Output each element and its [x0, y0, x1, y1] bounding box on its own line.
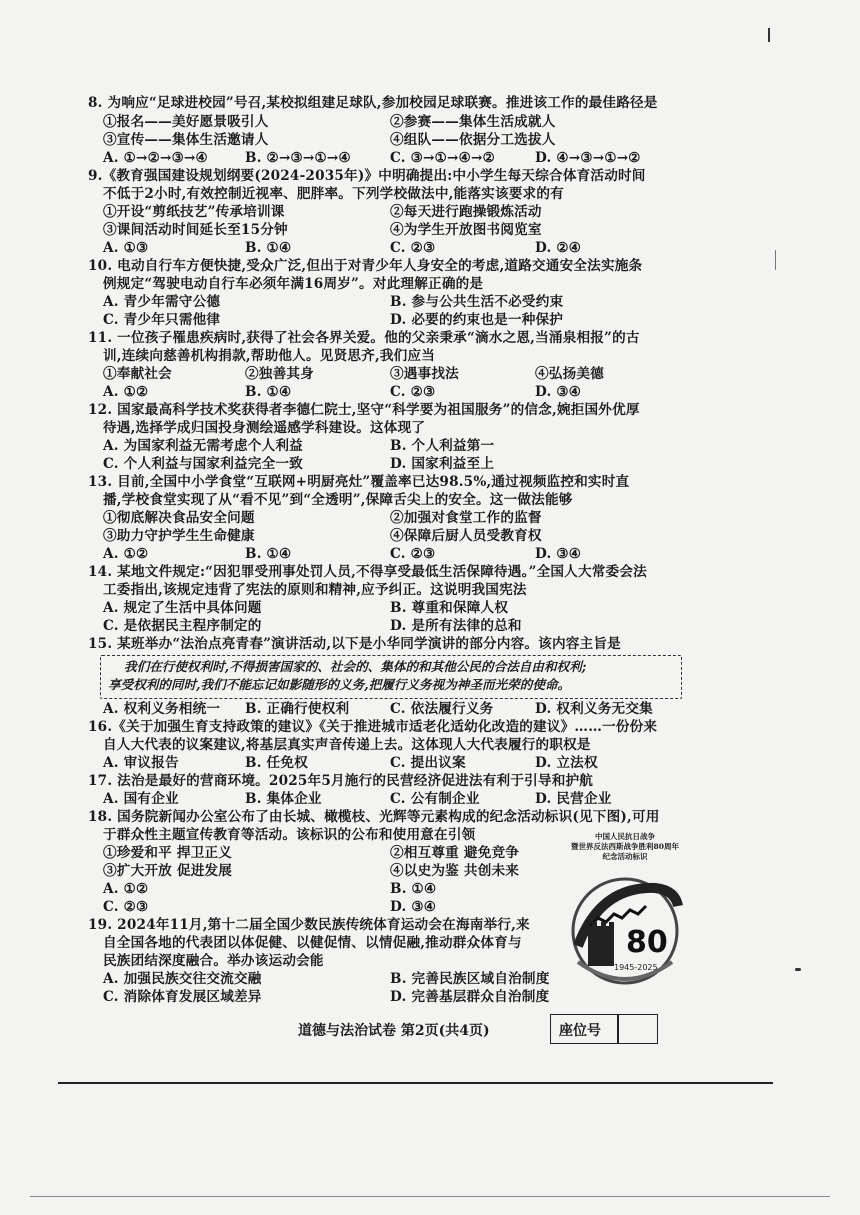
q11-opt2: ②独善其身 — [245, 366, 314, 382]
q11-opt4: ④弘扬美德 — [535, 366, 604, 382]
q15-choice-a: A. 权利义务相统一 — [103, 701, 221, 717]
q10-stem-cont: 例规定“驾驶电动自行车必须年满16周岁”。对此理解正确的是 — [103, 276, 484, 292]
q19-stem-cont1: 自全国各地的代表团以体促健、以健促情、以情促融,推动群众体育与 — [103, 935, 522, 951]
q19-stem: 19. 2024年11月,第十二届全国少数民族传统体育运动会在海南举行,来 — [88, 917, 530, 933]
q11-opt1: ①奉献社会 — [103, 366, 172, 382]
q8-opt3: ③宣传——集体生活邀请人 — [103, 132, 269, 148]
q8-choice-d: D. ④→③→①→② — [535, 150, 641, 166]
scan-edge-line — [30, 1196, 830, 1197]
q18-choice-a: A. ①② — [103, 881, 149, 897]
q17-choice-b: B. 集体企业 — [245, 791, 322, 807]
q17-choice-d: D. 民营企业 — [535, 791, 612, 807]
q12-choice-d: D. 国家利益至上 — [390, 456, 495, 472]
q13-choice-a: A. ①② — [103, 546, 149, 562]
margin-mark — [775, 250, 776, 270]
q13-choice-c: C. ②③ — [390, 546, 436, 562]
speck — [795, 968, 801, 971]
q18-opt3: ③扩大开放 促进发展 — [103, 863, 233, 879]
logo-caption-line3: 纪念活动标识 — [602, 852, 648, 861]
q14-choice-c: C. 是依据民主程序制定的 — [103, 618, 262, 634]
q17-stem: 17. 法治是最好的营商环境。2025年5月施行的民营经济促进法有利于引导和护航 — [88, 773, 594, 789]
q10-stem: 10. 电动自行车方便快捷,受众广泛,但出于对青少年人身安全的考虑,道路交通安全法实施条 — [88, 258, 643, 274]
q9-stem-cont: 不低于2小时,有效控制近视率、肥胖率。下列学校做法中,能落实该要求的有 — [103, 186, 564, 202]
logo-caption-line2: 暨世界反法西斯战争胜利80周年 — [571, 842, 679, 851]
seat-number-box — [550, 1014, 658, 1044]
commemorative-logo — [560, 832, 690, 1004]
q16-stem: 16.《关于加强生育支持政策的建议》《关于推进城市适老化适幼化改造的建议》……一份份来 — [88, 719, 658, 735]
q8-stem: 8. 为响应“足球进校园”号召,某校拟组建足球队,参加校园足球联赛。推进该工作的最佳路径是 — [88, 95, 658, 111]
q12-stem-cont: 待遇,选择学成归国投身测绘遥感学科建设。这体现了 — [103, 420, 426, 436]
q12-choice-c: C. 个人利益与国家利益完全一致 — [103, 456, 303, 472]
q19-choice-d: D. 完善基层群众自治制度 — [390, 989, 550, 1005]
q9-choice-d: D. ②④ — [535, 240, 582, 256]
q12-choice-b: B. 个人利益第一 — [390, 438, 495, 454]
q13-opt4: ④保障后厨人员受教育权 — [390, 528, 542, 544]
q11-choice-d: D. ③④ — [535, 384, 582, 400]
q12-choice-a: A. 为国家利益无需考虑个人利益 — [103, 438, 303, 454]
q15-choice-b: B. 正确行使权利 — [245, 701, 350, 717]
great-wall-emblem-icon — [560, 866, 690, 1006]
q8-opt2: ②参赛——集体生活成就人 — [390, 114, 556, 130]
q13-choice-d: D. ③④ — [535, 546, 582, 562]
q18-opt2: ②相互尊重 避免竞争 — [390, 845, 520, 861]
q11-stem-cont: 训,连续向慈善机构捐款,帮助他人。见贤思齐,我们应当 — [103, 348, 436, 364]
q11-choice-b: B. ①④ — [245, 384, 292, 400]
q9-choice-a: A. ①③ — [103, 240, 149, 256]
q18-stem-cont: 于群众性主题宣传教育等活动。该标识的公布和使用意在引领 — [103, 827, 476, 843]
q16-choice-c: C. 提出议案 — [390, 755, 466, 771]
q9-choice-b: B. ①④ — [245, 240, 292, 256]
q16-choice-d: D. 立法权 — [535, 755, 598, 771]
q14-stem-cont: 工委指出,该规定违背了宪法的原则和精神,应予纠正。这说明我国宪法 — [103, 582, 527, 598]
q8-opt1: ①报名——美好愿景吸引人 — [103, 114, 269, 130]
q9-opt3: ③课间活动时间延长至15分钟 — [103, 222, 288, 238]
q15-quote-line2: 享受权利的同时,我们不能忘记如影随形的义务,把履行义务视为神圣而光荣的使命。 — [108, 677, 571, 692]
q9-stem: 9.《教育强国建设规划纲要(2024-2035年)》中明确提出:中小学生每天综合体育活动时间 — [88, 168, 646, 184]
q9-opt1: ①开设“剪纸技艺”传承培训课 — [103, 204, 285, 220]
q9-choice-c: C. ②③ — [390, 240, 436, 256]
q16-choice-b: B. 任免权 — [245, 755, 308, 771]
q14-choice-a: A. 规定了生活中具体问题 — [103, 600, 262, 616]
q16-choice-a: A. 审议报告 — [103, 755, 179, 771]
q8-choice-c: C. ③→①→④→② — [390, 150, 495, 166]
q15-quote-line1: 我们在行使权利时,不得损害国家的、社会的、集体的和其他公民的合法自由和权利; — [124, 659, 587, 674]
q14-stem: 14. 某地文件规定:“因犯罪受刑事处罚人员,不得享受最低生活保障待遇。”全国人大常委会法 — [88, 564, 647, 580]
q18-opt4: ④以史为鉴 共创未来 — [390, 863, 520, 879]
q18-opt1: ①珍爱和平 捍卫正义 — [103, 845, 233, 861]
q10-choice-a: A. 青少年需守公德 — [103, 294, 221, 310]
q8-choice-b: B. ②→③→①→④ — [245, 150, 351, 166]
q15-choice-d: D. 权利义务无交集 — [535, 701, 653, 717]
logo-caption-line1: 中国人民抗日战争 — [595, 832, 655, 841]
logo-years: 1945-2025 — [614, 963, 658, 972]
q11-opt3: ③遇事找法 — [390, 366, 459, 382]
q11-choice-a: A. ①② — [103, 384, 149, 400]
q19-choice-c: C. 消除体育发展区域差异 — [103, 989, 262, 1005]
q13-opt2: ②加强对食堂工作的监督 — [390, 510, 542, 526]
q19-choice-b: B. 完善民族区域自治制度 — [390, 971, 550, 987]
q14-choice-b: B. 尊重和保障人权 — [390, 600, 509, 616]
q18-choice-d: D. ③④ — [390, 899, 437, 915]
q8-opt4: ④组队——依据分工选拔人 — [390, 132, 556, 148]
q14-choice-d: D. 是所有法律的总和 — [390, 618, 522, 634]
q13-stem: 13. 目前,全国中小学食堂“互联网+明厨亮灶”覆盖率已达98.5%,通过视频监控和实时直 — [88, 474, 630, 490]
q9-opt4: ④为学生开放图书阅览室 — [390, 222, 542, 238]
q18-stem: 18. 国务院新闻办公室公布了由长城、橄榄枝、光辉等元素构成的纪念活动标识(见下图),可用 — [88, 809, 660, 825]
q19-stem-cont2: 民族团结深度融合。举办该运动会能 — [103, 953, 324, 969]
logo-number: 80 — [626, 925, 668, 960]
q11-stem: 11. 一位孩子罹患疾病时,获得了社会各界关爱。他的父亲秉承“滴水之恩,当涌泉相报”的古 — [88, 330, 640, 346]
q15-stem: 15. 某班举办“法治点亮青春”演讲活动,以下是小华同学演讲的部分内容。该内容主旨是 — [88, 636, 621, 652]
q11-choice-c: C. ②③ — [390, 384, 436, 400]
q10-choice-d: D. 必要的约束也是一种保护 — [390, 312, 564, 328]
logo-caption — [560, 832, 690, 862]
q9-opt2: ②每天进行跑操锻炼活动 — [390, 204, 542, 220]
q18-choice-c: C. ②③ — [103, 899, 149, 915]
q15-choice-c: C. 依法履行义务 — [390, 701, 494, 717]
q12-stem: 12. 国家最高科学技术奖获得者李德仁院士,坚守“科学要为祖国服务”的信念,婉拒国外优厚 — [88, 402, 640, 418]
seat-number-label: 座位号 — [559, 1023, 601, 1039]
margin-mark — [768, 28, 770, 42]
q8-choice-a: A. ①→②→③→④ — [103, 150, 208, 166]
q13-choice-b: B. ①④ — [245, 546, 292, 562]
q18-choice-b: B. ①④ — [390, 881, 437, 897]
q17-choice-c: C. 公有制企业 — [390, 791, 480, 807]
q16-stem-cont: 自人大代表的议案建议,将基层真实声音传递上去。这体现人大代表履行的职权是 — [103, 737, 591, 753]
q13-stem-cont: 播,学校食堂实现了从“看不见”到“全透明”,保障舌尖上的安全。这一做法能够 — [103, 492, 573, 508]
q10-choice-c: C. 青少年只需他律 — [103, 312, 221, 328]
q13-opt3: ③助力守护学生生命健康 — [103, 528, 255, 544]
seat-number-divider — [617, 1015, 619, 1043]
page-footer: 道德与法治试卷 第2页(共4页) — [298, 1023, 490, 1039]
q13-opt1: ①彻底解决食品安全问题 — [103, 510, 255, 526]
q19-choice-a: A. 加强民族交往交流交融 — [103, 971, 262, 987]
q17-choice-a: A. 国有企业 — [103, 791, 179, 807]
page-bottom-rule — [58, 1082, 773, 1084]
q10-choice-b: B. 参与公共生活不必受约束 — [390, 294, 564, 310]
